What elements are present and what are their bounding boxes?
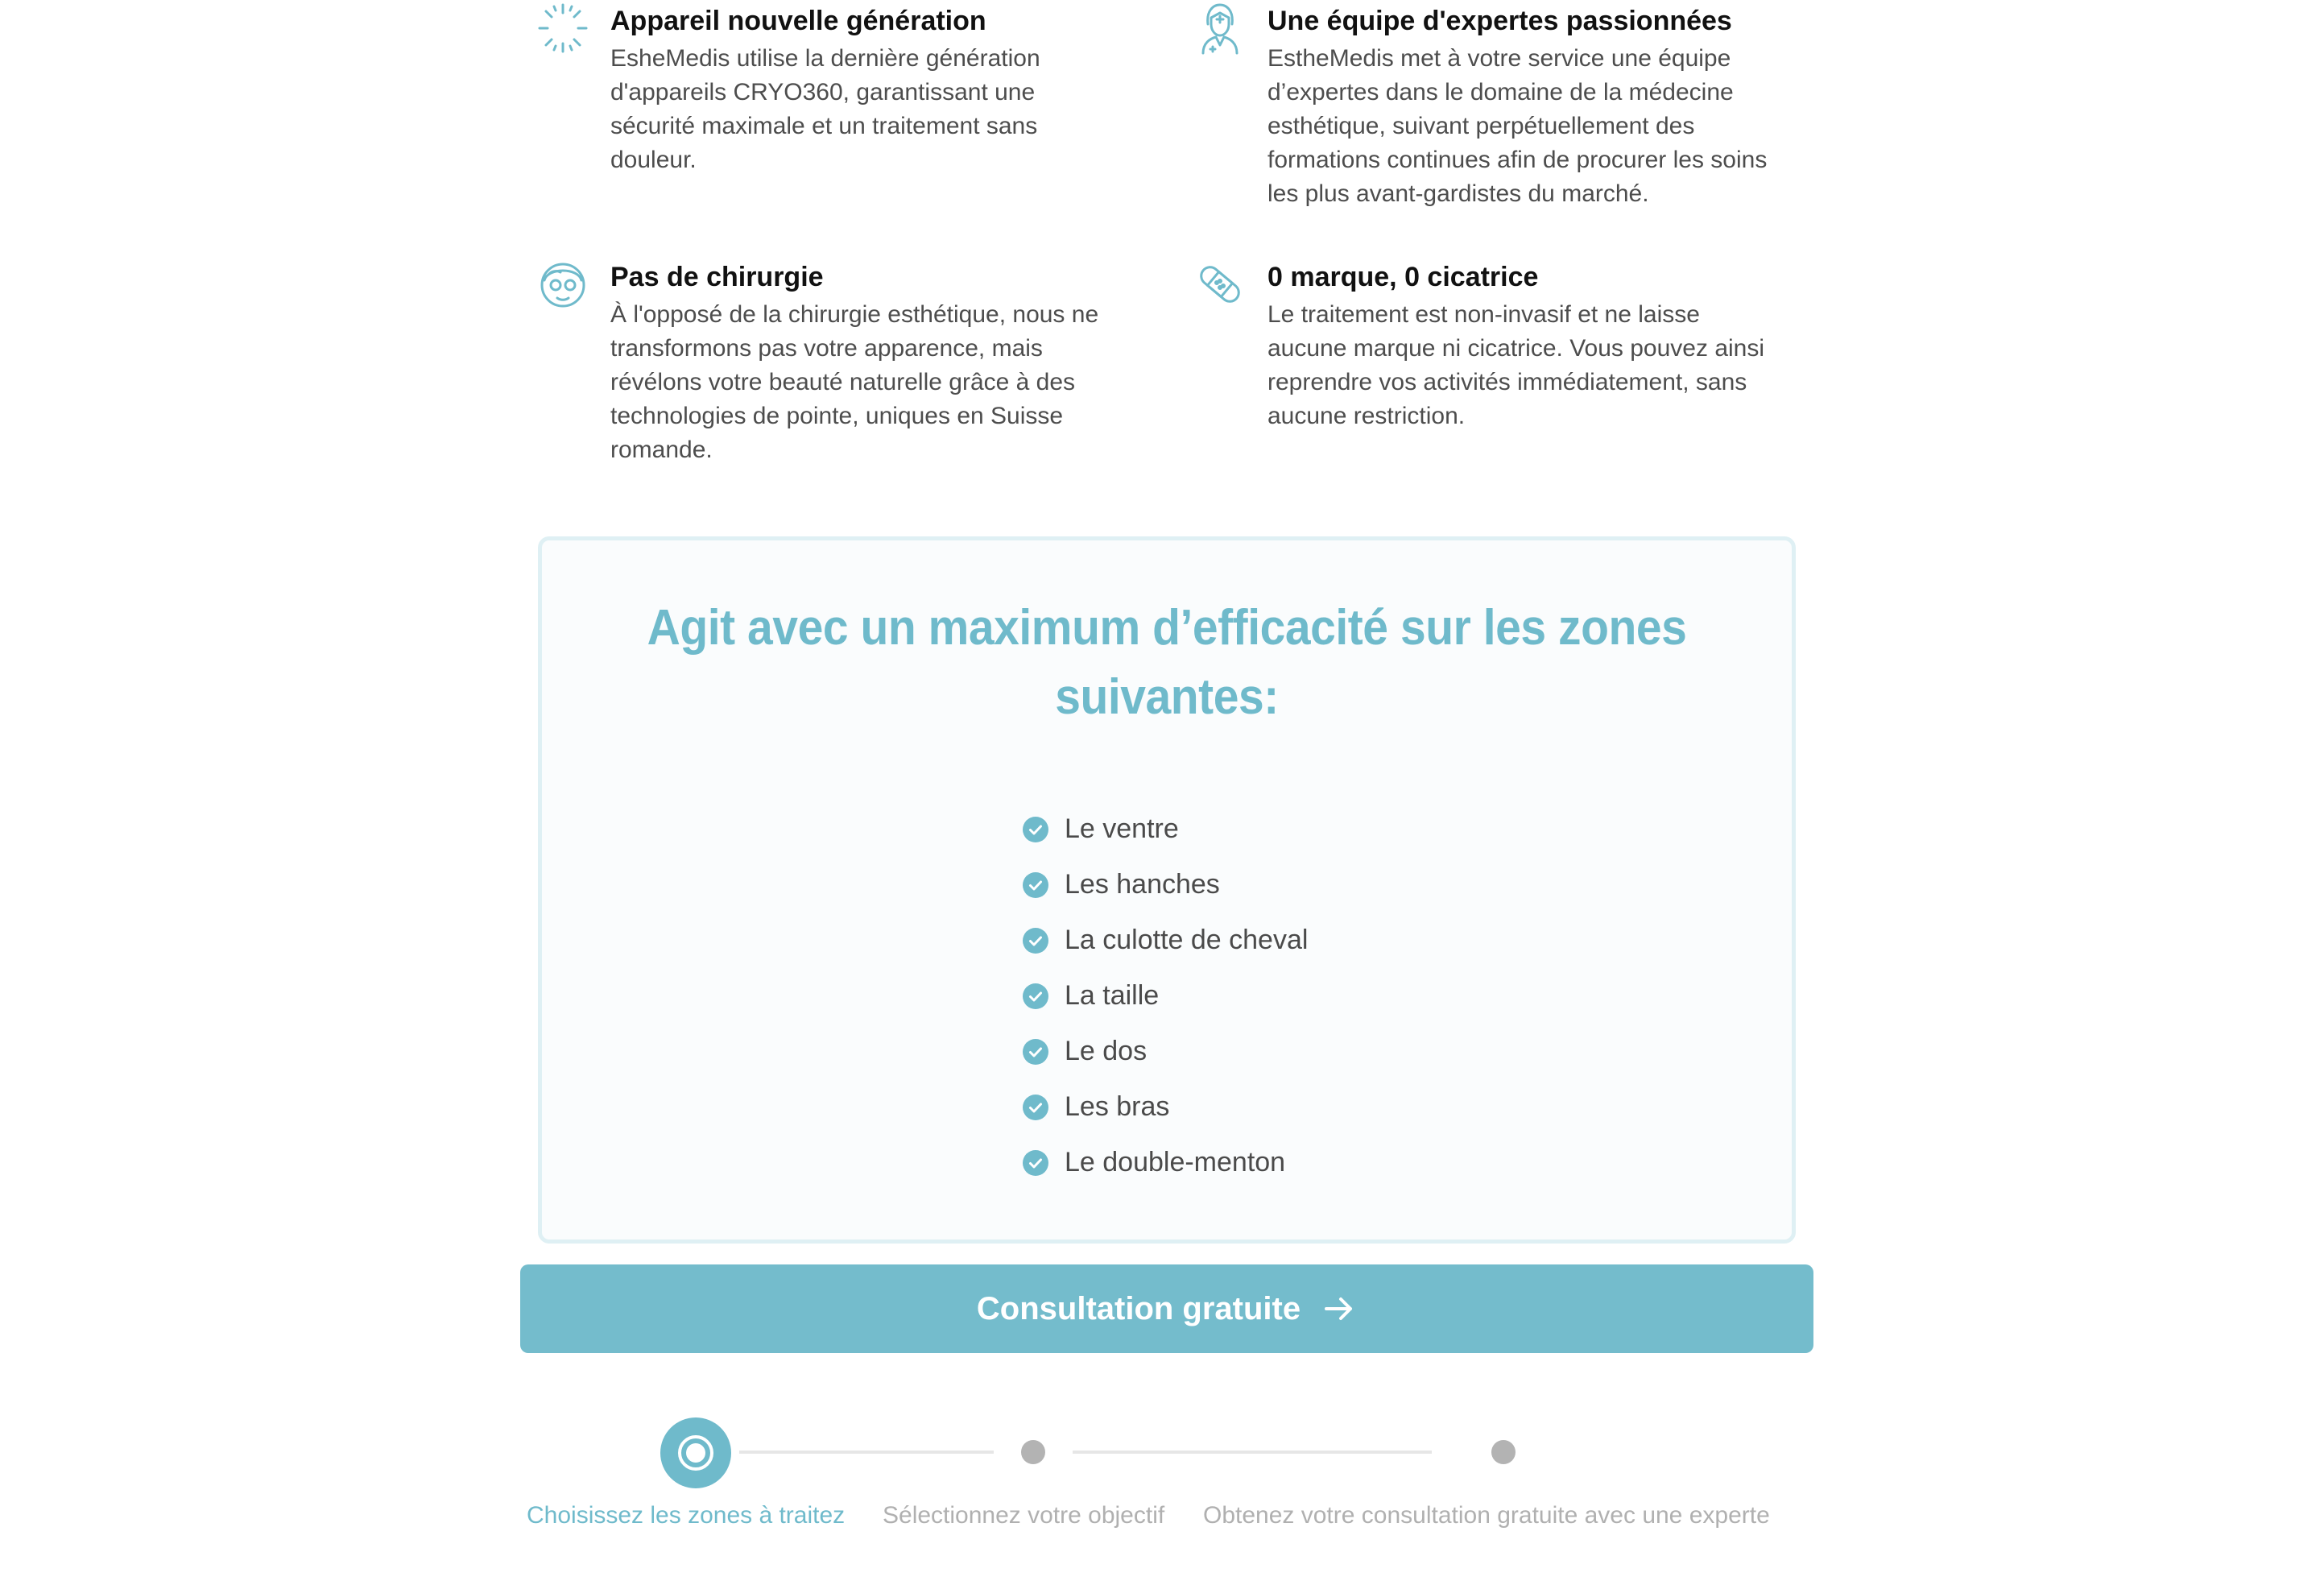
check-circle-icon	[1023, 872, 1048, 898]
feature-title: Appareil nouvelle génération	[610, 6, 986, 36]
check-circle-icon	[1023, 1095, 1048, 1120]
feature-description: À l'opposé de la chirurgie esthétique, nous ne transformons pas votre apparence, mais révélons votre beauté naturelle grâce à des technologies de pointe, uniques en Suisse romande.	[610, 301, 1099, 463]
feature-title: 0 marque, 0 cicatrice	[1267, 262, 1539, 292]
step-3-label[interactable]: Obtenez votre consultation gratuite avec une experte	[1203, 1502, 1770, 1529]
list-item	[1023, 801, 1308, 857]
stepper-connector	[1073, 1451, 1432, 1454]
zone-label: Les hanches	[1065, 869, 1220, 900]
step-3-indicator[interactable]	[1491, 1440, 1516, 1464]
face-mask-icon	[535, 256, 591, 312]
zone-label: Le dos	[1065, 1036, 1148, 1066]
step-1-label[interactable]: Choisissez les zones à traitez	[527, 1502, 846, 1529]
feature-title: Une équipe d'expertes passionnées	[1267, 6, 1732, 36]
check-circle-icon	[1023, 1039, 1048, 1065]
zones-list	[1023, 801, 1308, 1190]
zone-label: Le ventre	[1065, 813, 1179, 844]
zone-label: Les bras	[1065, 1091, 1170, 1122]
check-circle-icon	[1023, 1150, 1048, 1176]
step-2-indicator[interactable]	[1021, 1440, 1045, 1464]
list-item	[1023, 1135, 1308, 1190]
step-core	[686, 1443, 705, 1463]
list-item	[1023, 857, 1308, 913]
feature-title: Pas de chirurgie	[610, 262, 824, 292]
stepper-connector	[739, 1451, 994, 1454]
feature-description: EsheMedis utilise la dernière génération d'appareils CRYO360, garantissant une sécurité maximale et un traitement sans douleur.	[610, 45, 1040, 173]
list-item	[1023, 968, 1308, 1024]
consultation-button[interactable]	[520, 1264, 1813, 1353]
check-circle-icon	[1023, 817, 1048, 842]
arrow-right-icon	[1321, 1291, 1357, 1326]
zone-label: Le double-menton	[1065, 1147, 1286, 1177]
step-1-indicator[interactable]	[660, 1417, 731, 1488]
zone-label: La taille	[1065, 980, 1160, 1011]
step-2-label[interactable]: Sélectionnez votre objectif	[883, 1502, 1165, 1529]
zones-title: Agit avec un maximum d’efficacité sur les zones suivantes:	[647, 600, 1687, 725]
zone-label: La culotte de cheval	[1065, 925, 1309, 955]
list-item	[1023, 913, 1308, 968]
feature-description: EstheMedis met à votre service une équipe d’expertes dans le domaine de la médecine esthétique, suivant perpétuellement des formations continues afin de procurer les soins les plus avant-gardistes du marché.	[1267, 45, 1768, 207]
list-item	[1023, 1079, 1308, 1135]
sparkle-icon	[535, 0, 591, 56]
check-circle-icon	[1023, 983, 1048, 1009]
check-circle-icon	[1023, 928, 1048, 954]
list-item	[1023, 1024, 1308, 1079]
zones-panel	[538, 536, 1796, 1244]
feature-description: Le traitement est non-invasif et ne laisse aucune marque ni cicatrice. Vous pouvez ainsi reprendre vos activités immédiatement, sans aucune restriction.	[1267, 301, 1765, 429]
consultation-button-label: Consultation gratuite	[976, 1290, 1301, 1326]
bandage-icon	[1192, 256, 1248, 312]
nurse-icon	[1192, 0, 1248, 56]
